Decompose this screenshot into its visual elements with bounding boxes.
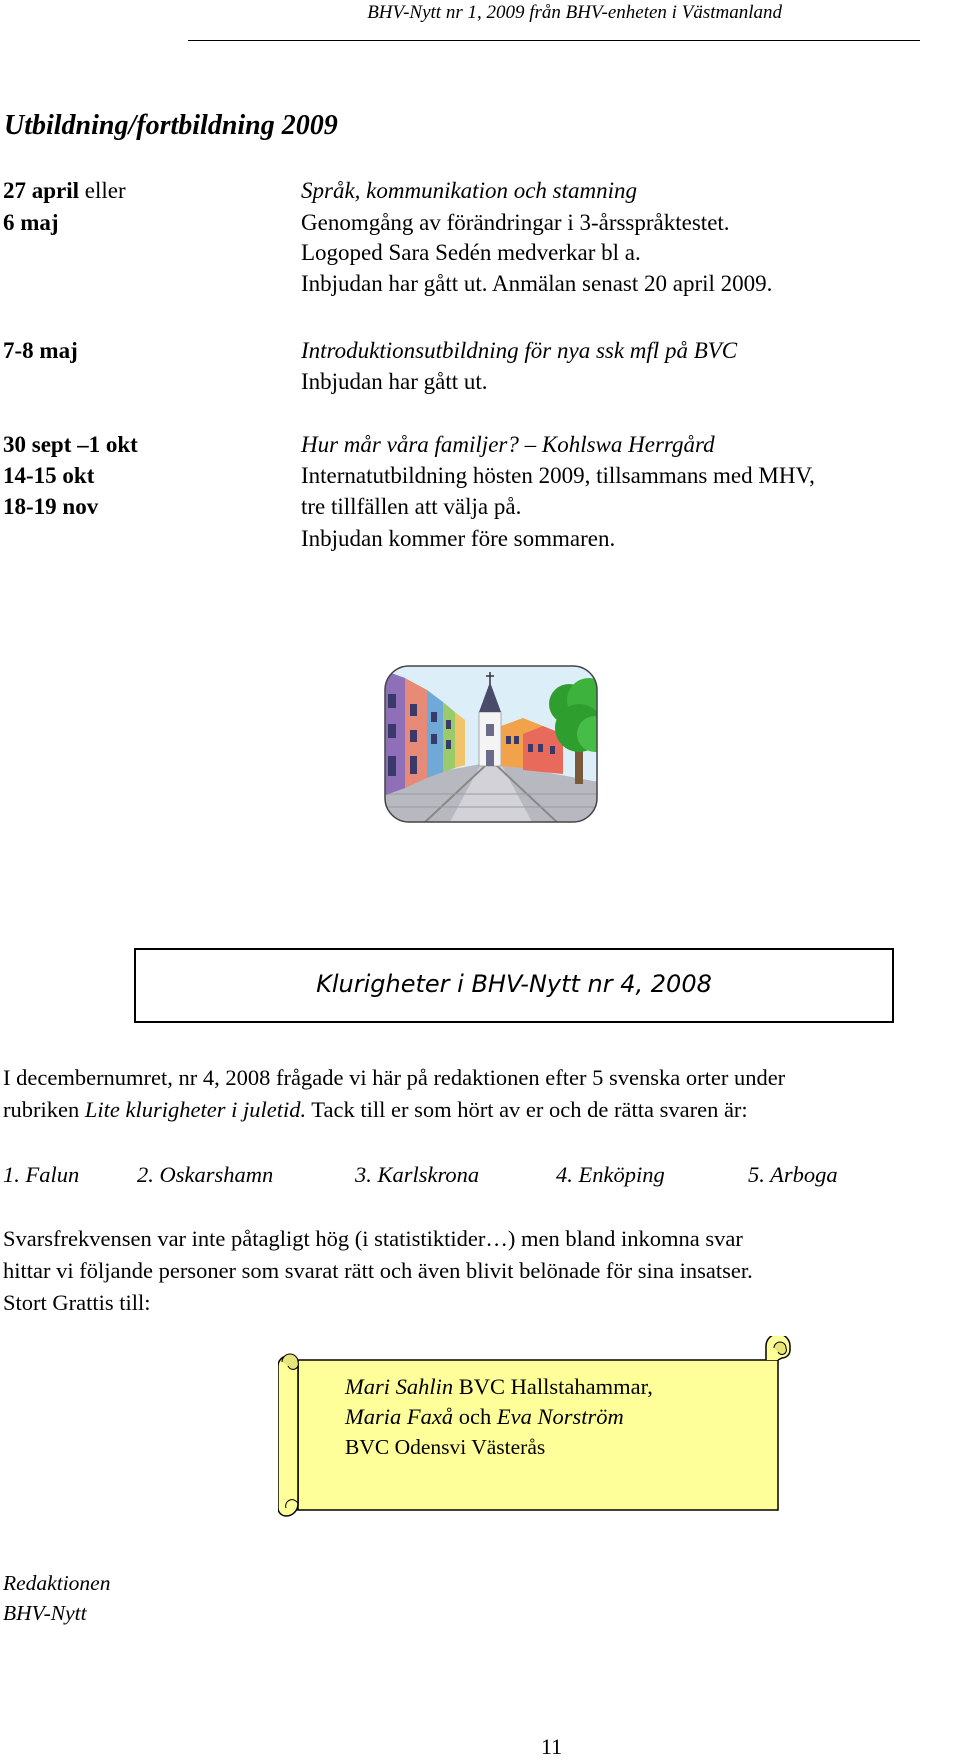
schedule-date-4: 30 sept –1 okt — [3, 432, 138, 457]
page-header — [0, 0, 960, 48]
intro-line-2-italic: Lite klurigheter i juletid. — [84, 1097, 307, 1122]
winner-name-2: Maria Faxå — [345, 1404, 454, 1429]
winner-line-3: BVC Odensvi Västerås — [345, 1435, 546, 1459]
winner-name-1: Mari Sahlin — [345, 1374, 454, 1399]
intro-line-2-start: rubriken — [3, 1097, 85, 1122]
klurigheter-box — [134, 948, 894, 1023]
answer-3: 3. Karlskrona — [355, 1162, 480, 1187]
schedule-line-6: Inbjudan har gått ut. — [301, 369, 488, 394]
schedule-line-3: Logoped Sara Sedén medverkar bl a. — [301, 240, 641, 265]
summary-line-2: hittar vi följande personer som svarat rätt och även blivit belönade för sina insatser. — [3, 1258, 753, 1283]
signature-line-1: Redaktionen — [3, 1571, 111, 1595]
schedule-date-2: 6 maj — [3, 210, 59, 235]
schedule-date-3: 7-8 maj — [3, 338, 78, 363]
schedule-line-2: Genomgång av förändringar i 3-årsspråktestet. — [301, 210, 730, 235]
answer-1: 1. Falun — [3, 1162, 80, 1187]
winner-and: och — [453, 1404, 497, 1429]
schedule-date-5: 14-15 okt — [3, 463, 95, 488]
winner-line-2 — [345, 1404, 624, 1430]
schedule-date-1 — [3, 178, 126, 204]
answer-2: 2. Oskarshamn — [137, 1162, 274, 1187]
schedule-line-5: Introduktionsutbildning för nya ssk mfl på BVC — [301, 338, 738, 363]
schedule-line-1: Språk, kommunikation och stamning — [301, 178, 638, 203]
section-title: Utbildning/fortbildning 2009 — [4, 110, 338, 141]
answer-4: 4. Enköping — [556, 1162, 665, 1187]
schedule-line-8: Internatutbildning hösten 2009, tillsammans med MHV, — [301, 463, 815, 488]
winner-unit-1: BVC Hallstahammar, — [453, 1374, 653, 1399]
intro-line-2-end: Tack till er som hört av er och de rätta svaren är: — [306, 1097, 748, 1122]
schedule-line-7: Hur mår våra familjer? – Kohlswa Herrgård — [301, 432, 715, 457]
answer-5: 5. Arboga — [748, 1162, 838, 1187]
date-1-bold: 27 april — [3, 178, 80, 203]
page-number: 11 — [541, 1734, 563, 1759]
schedule-line-4: Inbjudan har gått ut. Anmälan senast 20 april 2009. — [301, 271, 773, 296]
street-illustration — [383, 664, 599, 824]
summary-line-1: Svarsfrekvensen var inte påtagligt hög (i statistiktider…) men bland inkomna svar — [3, 1226, 743, 1251]
box-title: Klurigheter i BHV-Nytt nr 4, 2008 — [316, 970, 712, 998]
schedule-line-9: tre tillfällen att välja på. — [301, 494, 522, 519]
signature-line-2: BHV-Nytt — [3, 1601, 87, 1625]
schedule-date-6: 18-19 nov — [3, 494, 99, 519]
summary-line-3: Stort Grattis till: — [3, 1290, 151, 1315]
date-1-rest: eller — [79, 178, 126, 203]
header-text: BHV-Nytt nr 1, 2009 från BHV-enheten i Västmanland — [367, 2, 782, 23]
schedule-line-10: Inbjudan kommer före sommaren. — [301, 526, 616, 551]
winner-line-1 — [345, 1374, 653, 1400]
intro-line-2 — [3, 1097, 748, 1123]
winner-name-3: Eva Norström — [496, 1404, 624, 1429]
intro-line-1: I decembernumret, nr 4, 2008 frågade vi här på redaktionen efter 5 svenska orter under — [3, 1065, 786, 1090]
header-rule — [188, 40, 920, 41]
